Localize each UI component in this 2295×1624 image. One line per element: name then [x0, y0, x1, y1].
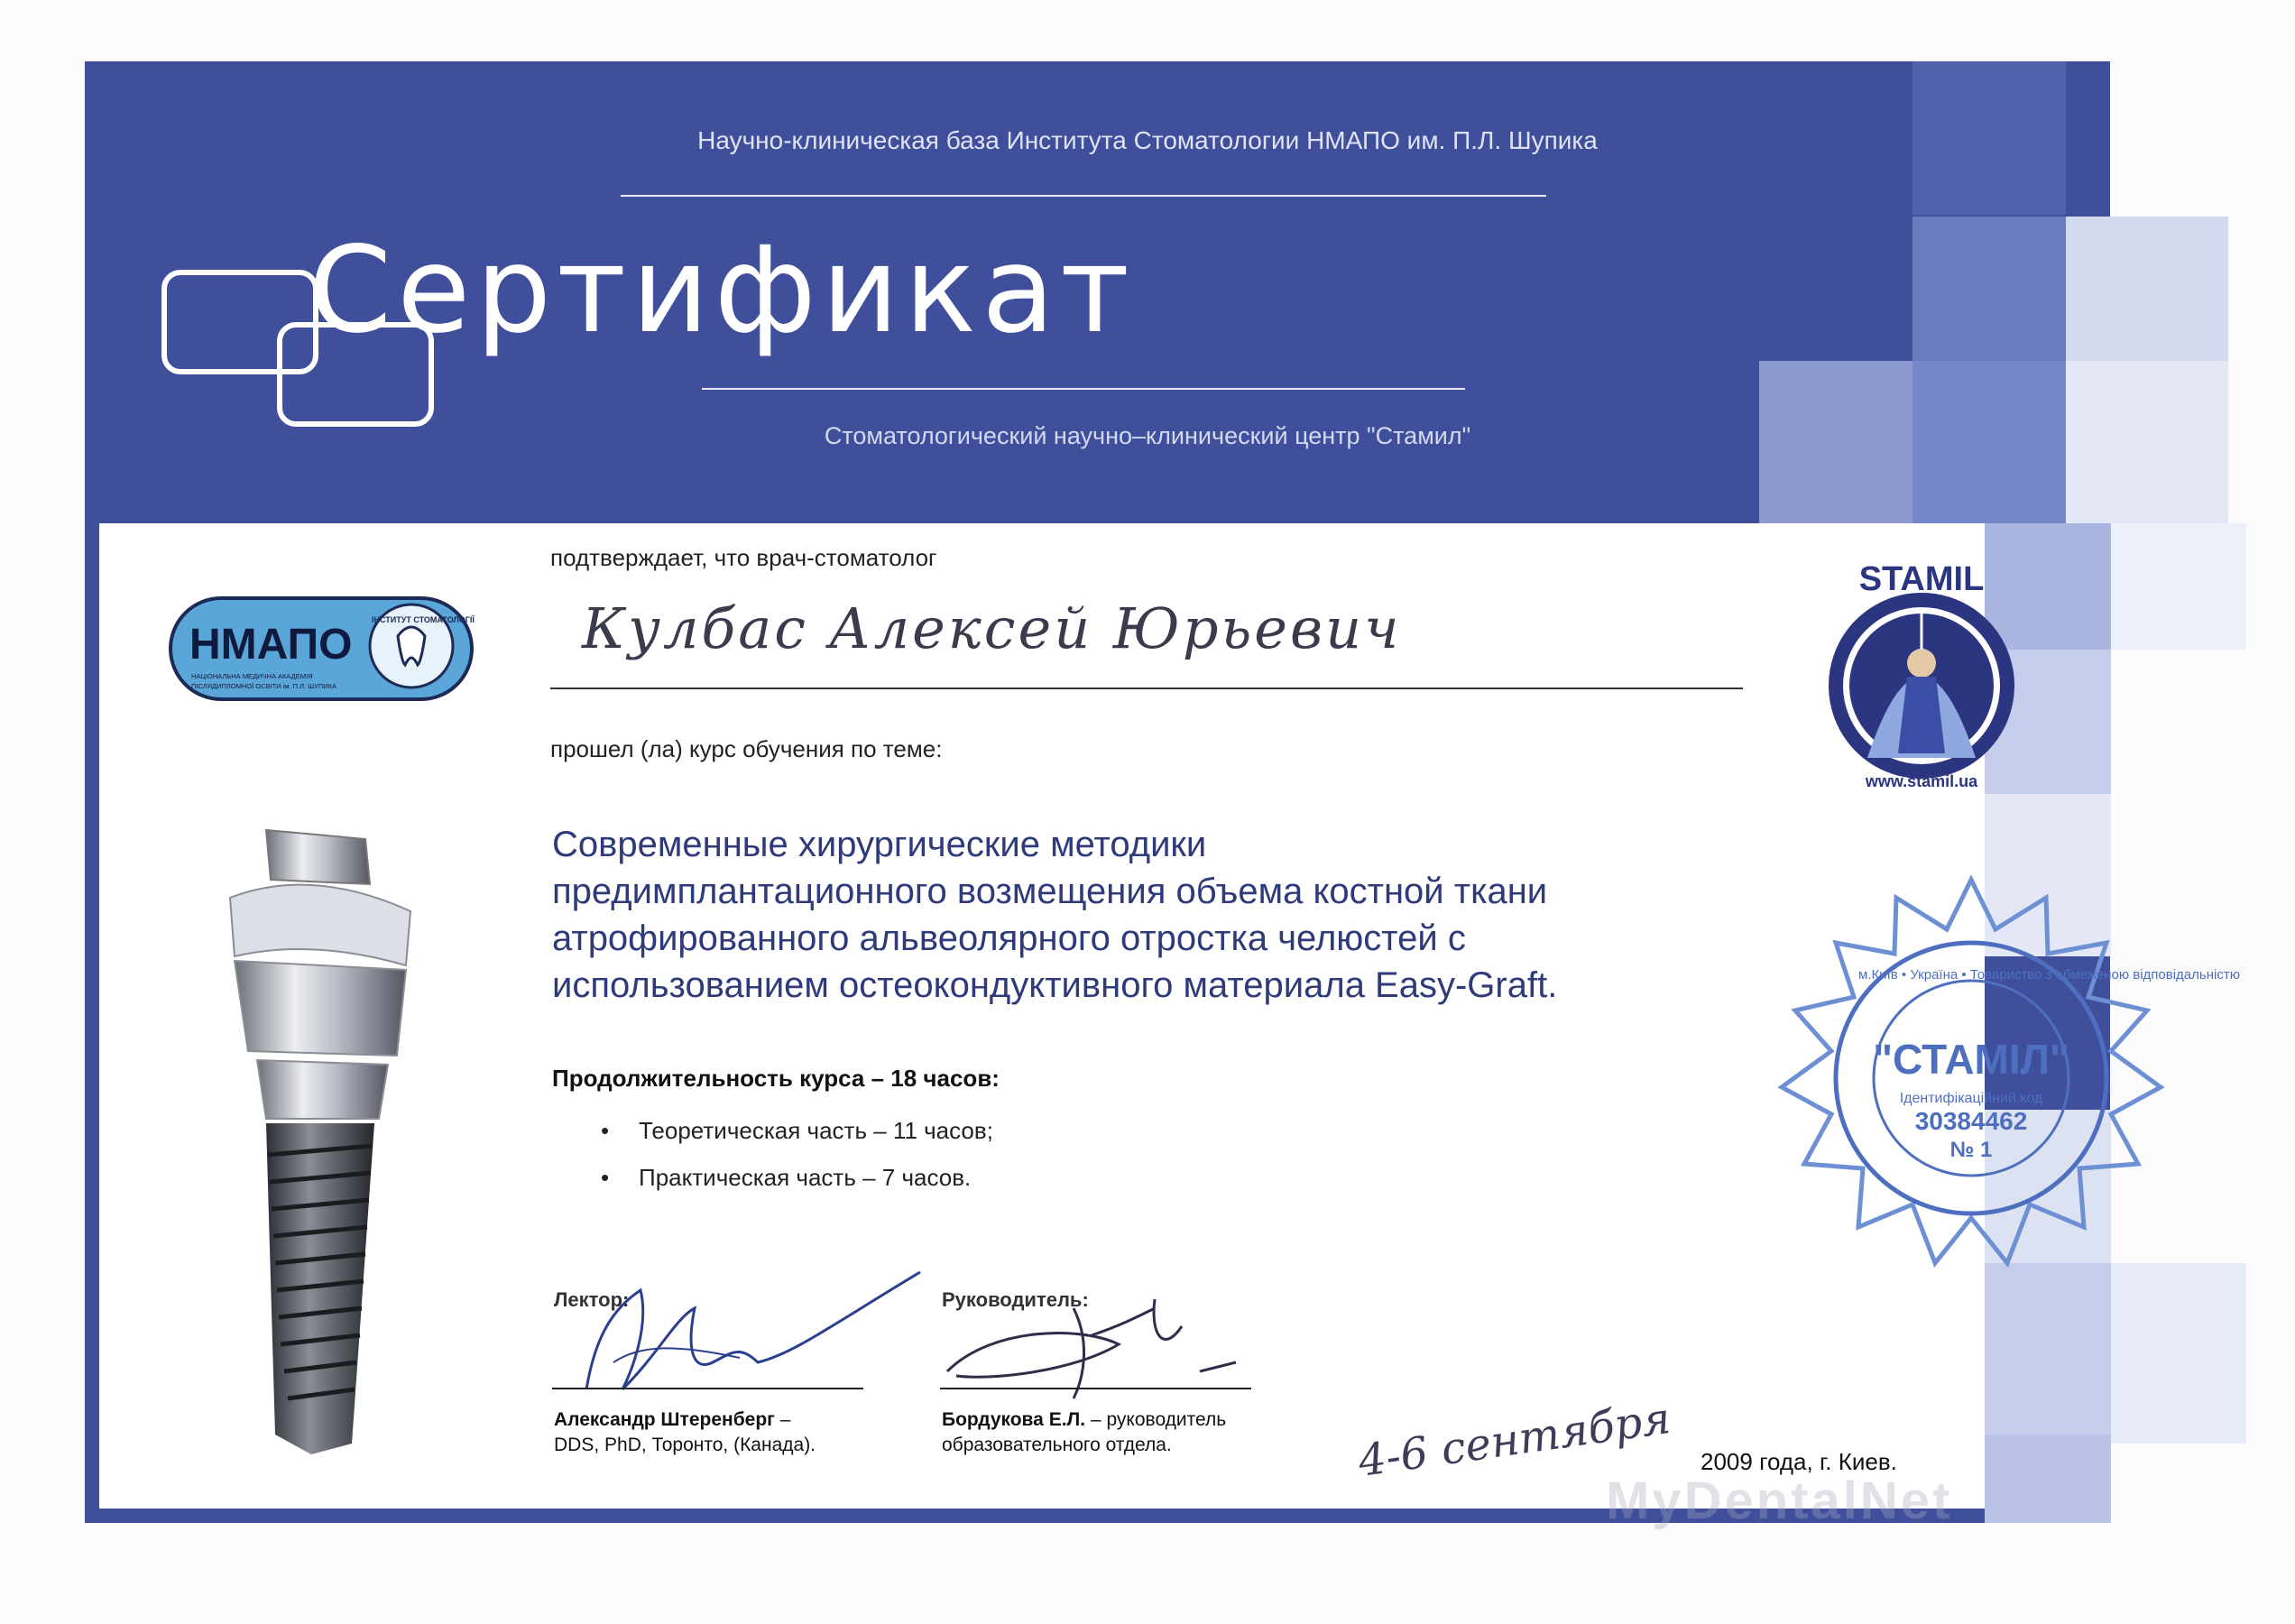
completed-course-text: прошел (ла) курс обучения по теме:	[550, 735, 943, 762]
topic-line: Современные хирургические методики	[552, 825, 1207, 864]
lector-signature	[559, 1254, 938, 1407]
nmapo-ring-text: ІНСТИТУТ СТОМАТОЛОГІЇ	[372, 615, 475, 624]
topic-line: использованием остеокондуктивного материала Easy-Graft.	[552, 965, 1558, 1005]
confirms-text: подтверждает, что врач-стоматолог	[550, 544, 937, 571]
deco-square	[2066, 217, 2228, 361]
lector-signature-line	[552, 1388, 863, 1389]
site-watermark: MyDentalNet	[1606, 1472, 1953, 1530]
head-details: образовательного отдела.	[942, 1435, 1172, 1455]
seal-ring-text: м.Київ • Україна • Товариство з обмеженою відповідальністю	[1858, 967, 2240, 983]
course-date-handwritten: 4-6 сентября	[1355, 1393, 1674, 1487]
deco-square	[2111, 1263, 2246, 1444]
stamil-logo-text: STAMIL	[1858, 560, 1985, 598]
certificate-title: Сертификат	[308, 221, 1135, 360]
course-duration: Продолжительность курса – 18 часов:	[552, 1065, 1000, 1092]
head-label: Руководитель:	[942, 1288, 1089, 1311]
lector-name-block	[554, 1407, 816, 1458]
bullet-icon: •	[601, 1164, 610, 1191]
stamil-logo	[1813, 559, 2030, 794]
duration-theory-item	[601, 1117, 993, 1145]
header-rule-bottom	[702, 388, 1465, 390]
topic-line: предимплантационного возмещения объема костной ткани	[552, 872, 1548, 911]
official-seal-stamp	[1759, 866, 2240, 1290]
institution-line: Научно-клиническая база Института Стоматологии НМАПО им. П.Л. Шупика	[697, 126, 1598, 154]
course-topic	[552, 821, 1752, 1009]
lector-details: DDS, PhD, Торонто, (Канада).	[554, 1435, 816, 1455]
practice-hours-text: Практическая часть – 7 часов.	[639, 1164, 972, 1191]
seal-id-label: Ідентифікаційний код	[1899, 1091, 2043, 1106]
nmapo-logo	[168, 595, 475, 702]
head-role: – руководитель	[1085, 1409, 1227, 1430]
lector-name: Александр Штеренберг	[554, 1409, 775, 1430]
seal-number: № 1	[1949, 1138, 1993, 1162]
nmapo-subtitle-2: ПІСЛЯДИПЛОМНОЇ ОСВІТИ ім. П.Л. ШУПИКА	[191, 682, 336, 690]
head-name: Бордукова Е.Л.	[942, 1409, 1086, 1430]
nmapo-logo-text: НМАПО	[189, 621, 353, 669]
head-signature-line	[940, 1388, 1251, 1389]
seal-name: "СТАМІЛ"	[1873, 1036, 2069, 1083]
center-name-line: Стоматологический научно–клинический центр "Стамил"	[824, 422, 1471, 449]
dental-implant-illustration	[194, 812, 438, 1462]
topic-line: атрофированного альвеолярного отростка челюстей с	[552, 918, 1466, 958]
seal-id-code: 30384462	[1914, 1107, 2028, 1135]
deco-square	[1912, 217, 2066, 361]
deco-square	[2111, 523, 2246, 650]
bullet-icon: •	[601, 1117, 610, 1144]
duration-practice-item	[601, 1164, 971, 1192]
nmapo-subtitle-1: НАЦІОНАЛЬНА МЕДИЧНА АКАДЕМІЯ	[191, 672, 313, 680]
doctor-name-handwritten: Кулбас Алексей Юрьевич	[582, 595, 1402, 661]
deco-square	[1985, 1435, 2111, 1523]
doctor-name-line	[550, 687, 1743, 689]
course-year-city: 2009 года, г. Киев.	[1701, 1448, 1897, 1475]
head-name-block	[942, 1407, 1226, 1458]
lector-label: Лектор:	[554, 1288, 630, 1311]
header-rule-top	[621, 195, 1546, 197]
theory-hours-text: Теоретическая часть – 11 часов;	[639, 1117, 993, 1144]
stamil-url: www.stamil.ua	[1865, 772, 1978, 790]
lector-dash: –	[774, 1409, 791, 1430]
